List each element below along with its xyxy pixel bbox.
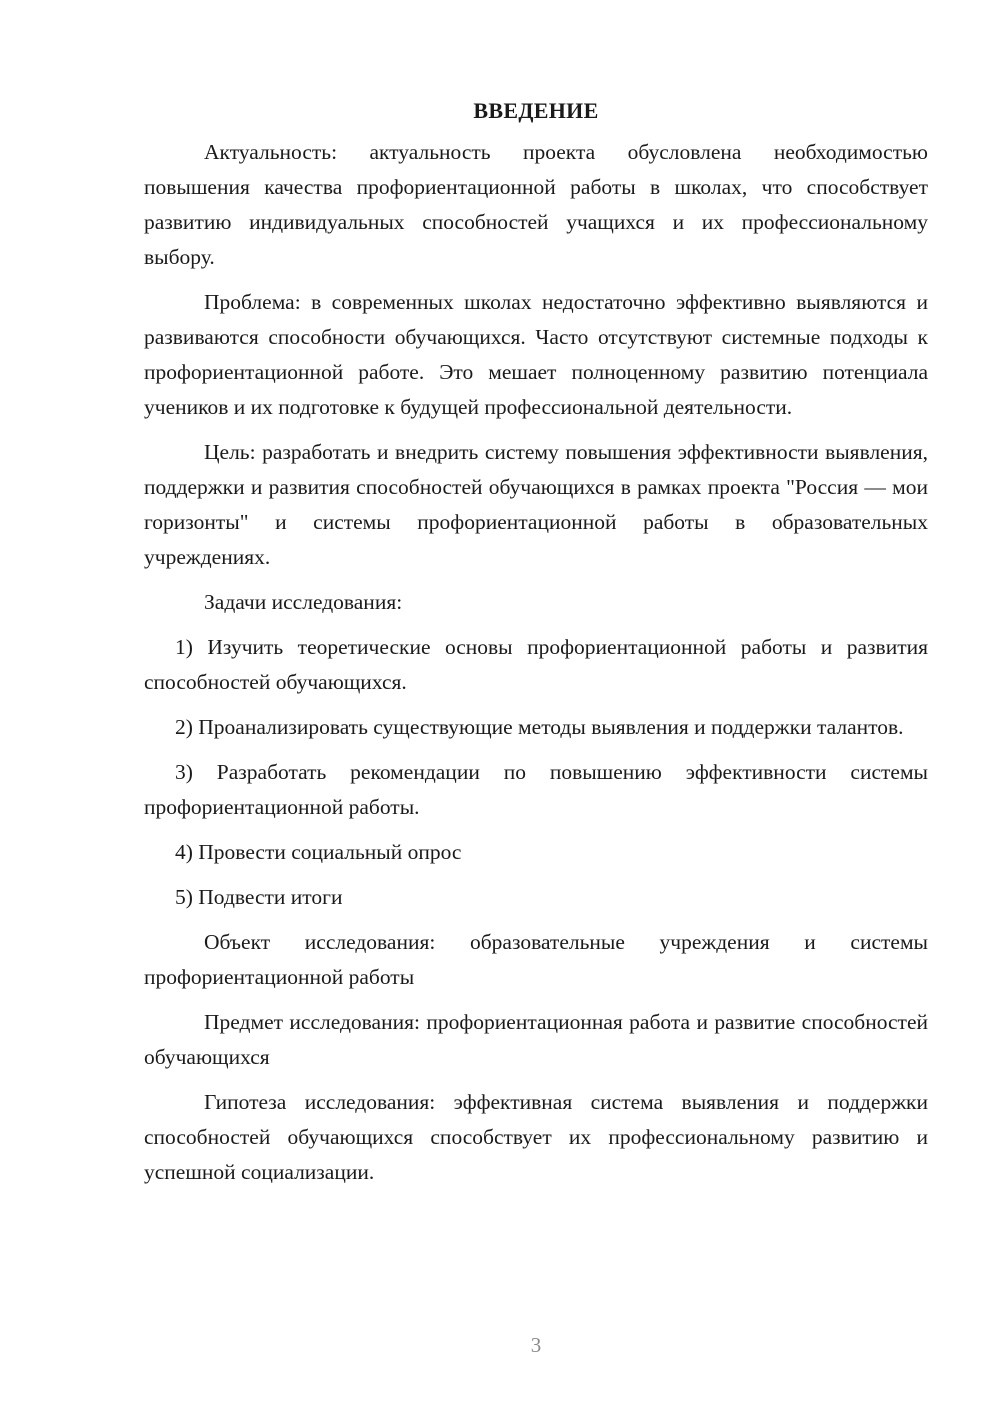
task-item-3: 3) Разработать рекомендации по повышению эффективности системы профориентационной работы. [144, 760, 928, 819]
task-item-1: 1) Изучить теоретические основы профориентационной работы и развития способностей обучающихся. [144, 635, 928, 694]
task-item-2: 2) Проанализировать существующие методы выявления и поддержки талантов. [175, 715, 904, 739]
tasks-title: Задачи исследования: [204, 590, 403, 614]
paragraph-object: Объект исследования: образовательные учреждения и системы профориентационной работы [144, 930, 928, 989]
page-number: 3 [530, 1333, 542, 1357]
paragraph-problem: Проблема: в современных школах недостаточно эффективно выявляются и развиваются способности обучающихся. Часто отсутствуют системные подходы к профориентационной работе. Это мешает полноценному развитию потенциала учеников и их подготовке к будущей профессиональной деятельности. [144, 290, 928, 419]
document-page [144, 96, 928, 1200]
paragraph-hypothesis: Гипотеза исследования: эффективная система выявления и поддержки способностей обучающихся способствует их профессиональному развитию и успешной социализации. [144, 1090, 928, 1184]
page-heading: ВВЕДЕНИЕ [473, 98, 599, 123]
paragraph-goal: Цель: разработать и внедрить систему повышения эффективности выявления, поддержки и развития способностей обучающихся в рамках проекта "Россия — мои горизонты" и системы профориентационной работы в образовательных учреждениях. [144, 440, 928, 569]
task-item-5: 5) Подвести итоги [175, 885, 343, 909]
task-item-4: 4) Провести социальный опрос [175, 840, 462, 864]
paragraph-subject: Предмет исследования: профориентационная работа и развитие способностей обучающихся [144, 1010, 928, 1069]
paragraph-relevance: Актуальность: актуальность проекта обусловлена необходимостью повышения качества профориентационной работы в школах, что способствует развитию индивидуальных способностей учащихся и их профессиональному выбору. [144, 140, 928, 269]
